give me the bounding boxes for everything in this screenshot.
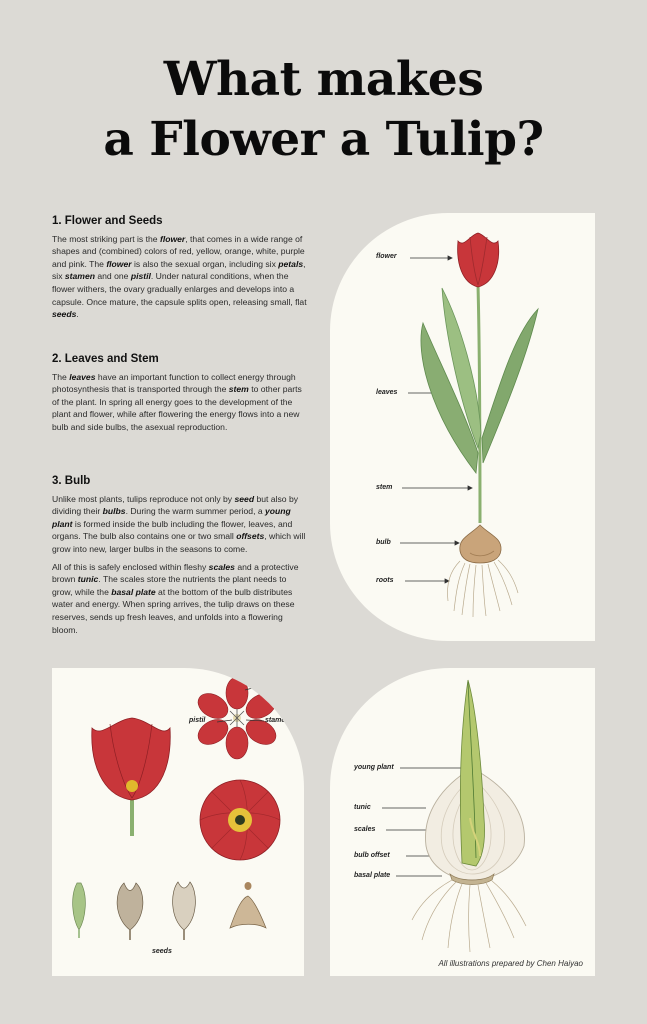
label-flower: flower xyxy=(376,253,397,260)
section-paragraph xyxy=(52,371,307,434)
page-title xyxy=(0,50,647,170)
text-run: . During the warm summer period, a xyxy=(125,506,266,517)
text-run: to other parts of the plant. In spring all energy goes to the development of the plant and flower, while after flowering the energy flows into a new bulb and side bulbs, the asexual reproduction. xyxy=(52,384,302,432)
text-run: but also by dividing their xyxy=(52,493,299,517)
emphasized-term: offsets xyxy=(236,531,265,542)
emphasized-term: flower xyxy=(159,233,186,244)
emphasized-term: pistil xyxy=(130,271,151,282)
label-petal: petal xyxy=(265,678,282,685)
text-run: The most striking part is the xyxy=(52,233,160,244)
text-run: . xyxy=(76,309,79,320)
label-basal-plate: basal plate xyxy=(354,872,391,879)
text-run: , that comes in a wide range of shapes and (combined) colors of red, yellow, orange, white, purple and pink. The xyxy=(52,233,305,269)
bulb-cross-section-illustration xyxy=(330,668,595,976)
seed-capsule-sequence xyxy=(73,882,266,940)
text-run: and one xyxy=(94,271,131,282)
section-heading: 2. Leaves and Stem xyxy=(52,353,159,365)
emphasized-term: leaves xyxy=(69,371,96,382)
text-run: The xyxy=(52,371,70,382)
flower-parts-panel xyxy=(52,668,304,976)
title-line-2: a Flower a Tulip? xyxy=(103,112,544,167)
section-paragraph xyxy=(52,561,307,637)
plant-anatomy-panel xyxy=(330,213,595,641)
text-run: is formed inside the bulb including the flower, leaves, and organs. The bulb also contains one or two small xyxy=(52,518,293,542)
section-paragraph xyxy=(52,493,307,556)
emphasized-term: petals xyxy=(278,258,304,269)
label-stamen: stamen xyxy=(265,717,290,724)
emphasized-term: young plant xyxy=(52,506,291,529)
illustration-credit: All illustrations prepared by Chen Haiyao xyxy=(438,959,583,968)
text-run: have an important function to collect energy through photosynthesis that is transported through the xyxy=(52,371,296,395)
section-flower-and-seeds xyxy=(52,215,307,326)
emphasized-term: scales xyxy=(208,561,235,572)
label-roots: roots xyxy=(376,577,394,584)
emphasized-term: flower xyxy=(106,258,132,269)
emphasized-term: seed xyxy=(234,493,255,504)
text-run: . Under natural conditions, when the flower withers, the ovary gradually enlarges and develops into a capsule. Once mature, the capsule splits open, releasing small, flat xyxy=(52,271,307,307)
emphasized-term: tunic xyxy=(77,574,99,585)
section-paragraph xyxy=(52,233,307,321)
text-run: is also the sexual organ, including six xyxy=(131,258,279,269)
label-stem: stem xyxy=(376,484,393,491)
section-leaves-and-stem xyxy=(52,353,307,439)
text-run: All of this is safely enclosed within fleshy xyxy=(52,561,209,572)
tulip-flower-side-view xyxy=(92,718,170,836)
text-run: , six xyxy=(52,258,306,282)
label-tunic: tunic xyxy=(354,804,371,811)
label-bulb: bulb xyxy=(376,539,391,546)
emphasized-term: seeds xyxy=(52,309,77,320)
flower-and-seeds-illustration xyxy=(52,668,304,976)
label-young-plant: young plant xyxy=(354,764,394,771)
label-leaves: leaves xyxy=(376,389,398,396)
emphasized-term: bulbs xyxy=(102,506,126,517)
section-heading: 1. Flower and Seeds xyxy=(52,215,163,227)
label-pistil: pistil xyxy=(189,717,206,724)
label-scales: scales xyxy=(354,826,376,833)
section-bulb xyxy=(52,475,307,641)
text-run: at the bottom of the bulb distributes water and energy. When spring arrives, the tulip draws on these reserves, sends up fresh leaves, and unfolds into a flowering bloom. xyxy=(52,586,295,635)
text-run: , which will grow into new, larger bulbs in the seasons to come. xyxy=(52,531,306,554)
emphasized-term: stamen xyxy=(64,271,95,282)
text-run: . The scales store the nutrients the plant needs to grow, while the xyxy=(52,574,287,597)
tulip-flower-top-view xyxy=(200,780,280,860)
bulb-anatomy-panel xyxy=(330,668,595,976)
text-run: Unlike most plants, tulips reproduce not only by xyxy=(52,493,235,504)
emphasized-term: stem xyxy=(228,384,249,395)
text-run: and a protective brown xyxy=(52,561,299,585)
emphasized-term: basal plate xyxy=(111,586,156,597)
tulip-plant-illustration xyxy=(330,213,595,641)
section-heading: 3. Bulb xyxy=(52,475,91,487)
title-line-1: What makes xyxy=(163,52,484,107)
label-seeds: seeds xyxy=(152,948,172,955)
label-bulb-offset: bulb offset xyxy=(354,852,390,859)
